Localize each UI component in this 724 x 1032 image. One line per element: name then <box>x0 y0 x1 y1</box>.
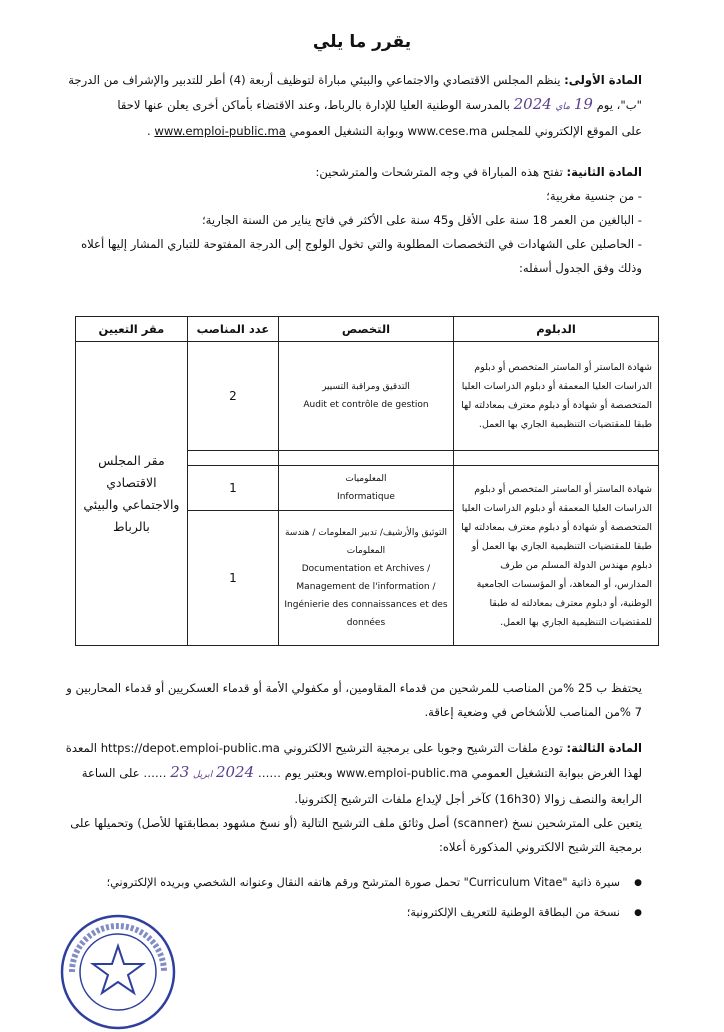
positions-table <box>75 316 659 646</box>
specialty-fr: Audit et contrôle de gestion <box>303 400 429 410</box>
location-cell: مقر المجلس الاقتصادي والاجتماعي والبيئي بالرباط <box>76 342 188 646</box>
article-1-line1: ينظم المجلس الاقتصادي والاجتماعي والبيئي مباراة لتوظيف أربعة (4) أطر للتدبير والإشراف من الدرجة <box>68 73 561 87</box>
article-3: المادة الثالثة: تودع ملفات الترشيح وجوبا على برمجية الترشيح الالكتروني https://depot.emploi-public.ma المعدة لهذا الغرض ببوابة التشغيل العمومي www.emploi-public.ma وبعتبر يوم …… 2024 ابريل 23 …… على الساعة الرابعة والنصف زوالا (16h30) كآخر أجل لإيداع ملفات الترشيح إلكترونيا. يتعين على المترشحين نسخ (scanner) أصل وثائق ملف الترشيح التالية (أو نسخ مشهود بمطابقتها للأصل) وتحميلها على برمجية الترشيح الالكتروني المذكورة أعلاه: <box>42 736 642 859</box>
exam-year: 2024 <box>513 95 552 113</box>
article-3-line4: يتعين على المترشحين نسخ (scanner) أصل وثائق ملف الترشيح التالية (أو نسخ مشهود بمطابقتها للأصل) وتحميلها على <box>70 816 642 830</box>
star-icon <box>93 946 143 993</box>
article-1 <box>42 68 642 143</box>
specialty-ar: التوثيق والأرشيف/ تدبير المعلومات / هندسة المعلومات <box>284 528 447 556</box>
stamp-outer-ring <box>62 916 174 1028</box>
list-item: ● نسخة من البطاقة الوطنية للتعريف الإلكترونية؛ <box>60 898 620 928</box>
emploi-public-link[interactable]: www.emploi-public.ma <box>154 124 286 138</box>
article-3-line2b: وبعتبر يوم <box>284 766 333 780</box>
quota-line2: 7 %من المناصب للأشخاص في وضعية إعاقة. <box>424 705 642 719</box>
handwritten-month: ماي <box>555 102 571 112</box>
header-specialty: التخصص <box>278 317 453 342</box>
article-1-end: . <box>146 124 151 138</box>
specialty-cell <box>278 511 453 646</box>
article-1-line3b: وبوابة التشغيل العمومي <box>289 124 404 138</box>
condition-table-ref: وذلك وفق الجدول أسفله: <box>518 261 642 275</box>
list-item: ● سيرة ذاتية "Curriculum Vitae" تحمل صورة المترشح ورقم هاتفه النقال وعنوانه الشخصي وبريده الإلكتروني؛ <box>60 868 620 898</box>
deadline-day: 23 <box>170 763 190 781</box>
header-count: عدد المناصب <box>187 317 278 342</box>
specialty-fr: Informatique <box>337 492 395 502</box>
specialty-cell <box>278 466 453 511</box>
specialty-ar: المعلوميات <box>345 474 387 484</box>
article-3-line2c: على الساعة <box>81 766 140 780</box>
article-3-line1a: تودع ملفات الترشيح وجوبا على برمجية الترشيح الالكتروني <box>283 741 563 755</box>
article-3-line5: برمجية الترشيح الالكتروني المذكورة أعلاه: <box>438 840 642 854</box>
header-diploma: الدبلوم <box>453 317 658 342</box>
article-1-label: المادة الأولى: <box>564 73 642 87</box>
depot-link[interactable]: https://depot.emploi-public.ma <box>100 741 280 755</box>
count-cell: 1 <box>187 511 278 646</box>
deadline-year: 2024 <box>215 763 255 781</box>
article-2-label: المادة الثانية: <box>566 165 642 179</box>
article-1-line3a: على الموقع الإلكتروني للمجلس <box>491 124 642 138</box>
diploma-cell: شهادة الماستر أو الماستر المتخصص أو دبلوم الدراسات العليا المعمقة أو دبلوم الدراسات العليا المتخصصة أو شهادة أو دبلوم معترف بمعادلته لها طبقا للمقتضيات التنظيمية الجاري بها العمل أو دبلوم مهندس الدولة المسلم من طرف المدارس، أو المعاهد، أو المؤسسات الجامعية الوطنية، أو دبلوم معترف بمعادلته له طبقا للمقتضيات التنظيمية الجاري بها العمل. <box>453 466 658 646</box>
handwritten-day: 19 <box>573 95 593 113</box>
article-3-label: المادة الثالثة: <box>566 741 642 755</box>
article-2-intro: تفتح هذه المباراة في وجه المترشحات والمترشحين: <box>315 165 563 179</box>
separator-cell <box>278 451 453 466</box>
diploma-cell: شهادة الماستر أو الماستر المتخصص أو دبلوم الدراسات العليا المعمقة أو دبلوم الدراسات العليا المتخصصة أو شهادة أو دبلوم معترف بمعادلته لها طبقا للمقتضيات التنظيمية الجاري بها العمل. <box>453 342 658 451</box>
official-stamp <box>58 912 178 1032</box>
page-title: يقرر ما يلي <box>312 32 412 52</box>
table-header-row <box>76 317 659 342</box>
deadline-month: ابريل <box>192 770 213 780</box>
specialty-cell <box>278 342 453 451</box>
article-1-line2: بالمدرسة الوطنية العليا للإدارة بالرباط، وعند الاقتضاء بأماكن أخرى يعلن عنها لاحقا <box>117 98 510 112</box>
separator-cell <box>187 451 278 466</box>
emploi-public-link-2[interactable]: www.emploi-public.ma <box>336 766 468 780</box>
quota-paragraph <box>42 676 642 724</box>
condition-nationality: - من جنسية مغربية؛ <box>546 189 642 203</box>
specialty-ar: التدقيق ومراقبة التسيير <box>322 382 410 392</box>
count-cell: 1 <box>187 466 278 511</box>
article-3-line3: الرابعة والنصف زوالا (16h30) كآخر أجل لإيداع ملفات الترشيح إلكترونيا. <box>294 792 642 806</box>
header-location: مقر التعيين <box>76 317 188 342</box>
count-cell: 2 <box>187 342 278 451</box>
condition-age: - البالغين من العمر 18 سنة على الأقل و45 سنة على الأكثر في فاتح يناير من السنة الجارية؛ <box>201 213 642 227</box>
condition-diploma: - الحاصلين على الشهادات في التخصصات المطلوبة والتي تخول الولوج إلى الدرجة المفتوحة للتباري المشار إليها أعلاه <box>81 237 642 251</box>
table-row <box>76 342 659 451</box>
separator-cell <box>453 451 658 466</box>
specialty-fr: Documentation et Archives / Management de l'information / Ingénierie des connaissances et des données <box>284 564 448 628</box>
quota-line1: يحتفظ ب 25 %من المناصب للمرشحين من قدماء المقاومين، أو مكفولي الأمة أو قدماء العسكريين أو قدماء المحاربين و <box>66 681 642 695</box>
article-3-line1b: المعدة <box>65 741 97 755</box>
article-2 <box>42 160 642 280</box>
article-3-line2a: لهذا الغرض ببوابة التشغيل العمومي <box>471 766 642 780</box>
cese-link[interactable]: www.cese.ma <box>407 124 488 138</box>
article-1-grade: "ب"، يوم <box>596 98 642 112</box>
